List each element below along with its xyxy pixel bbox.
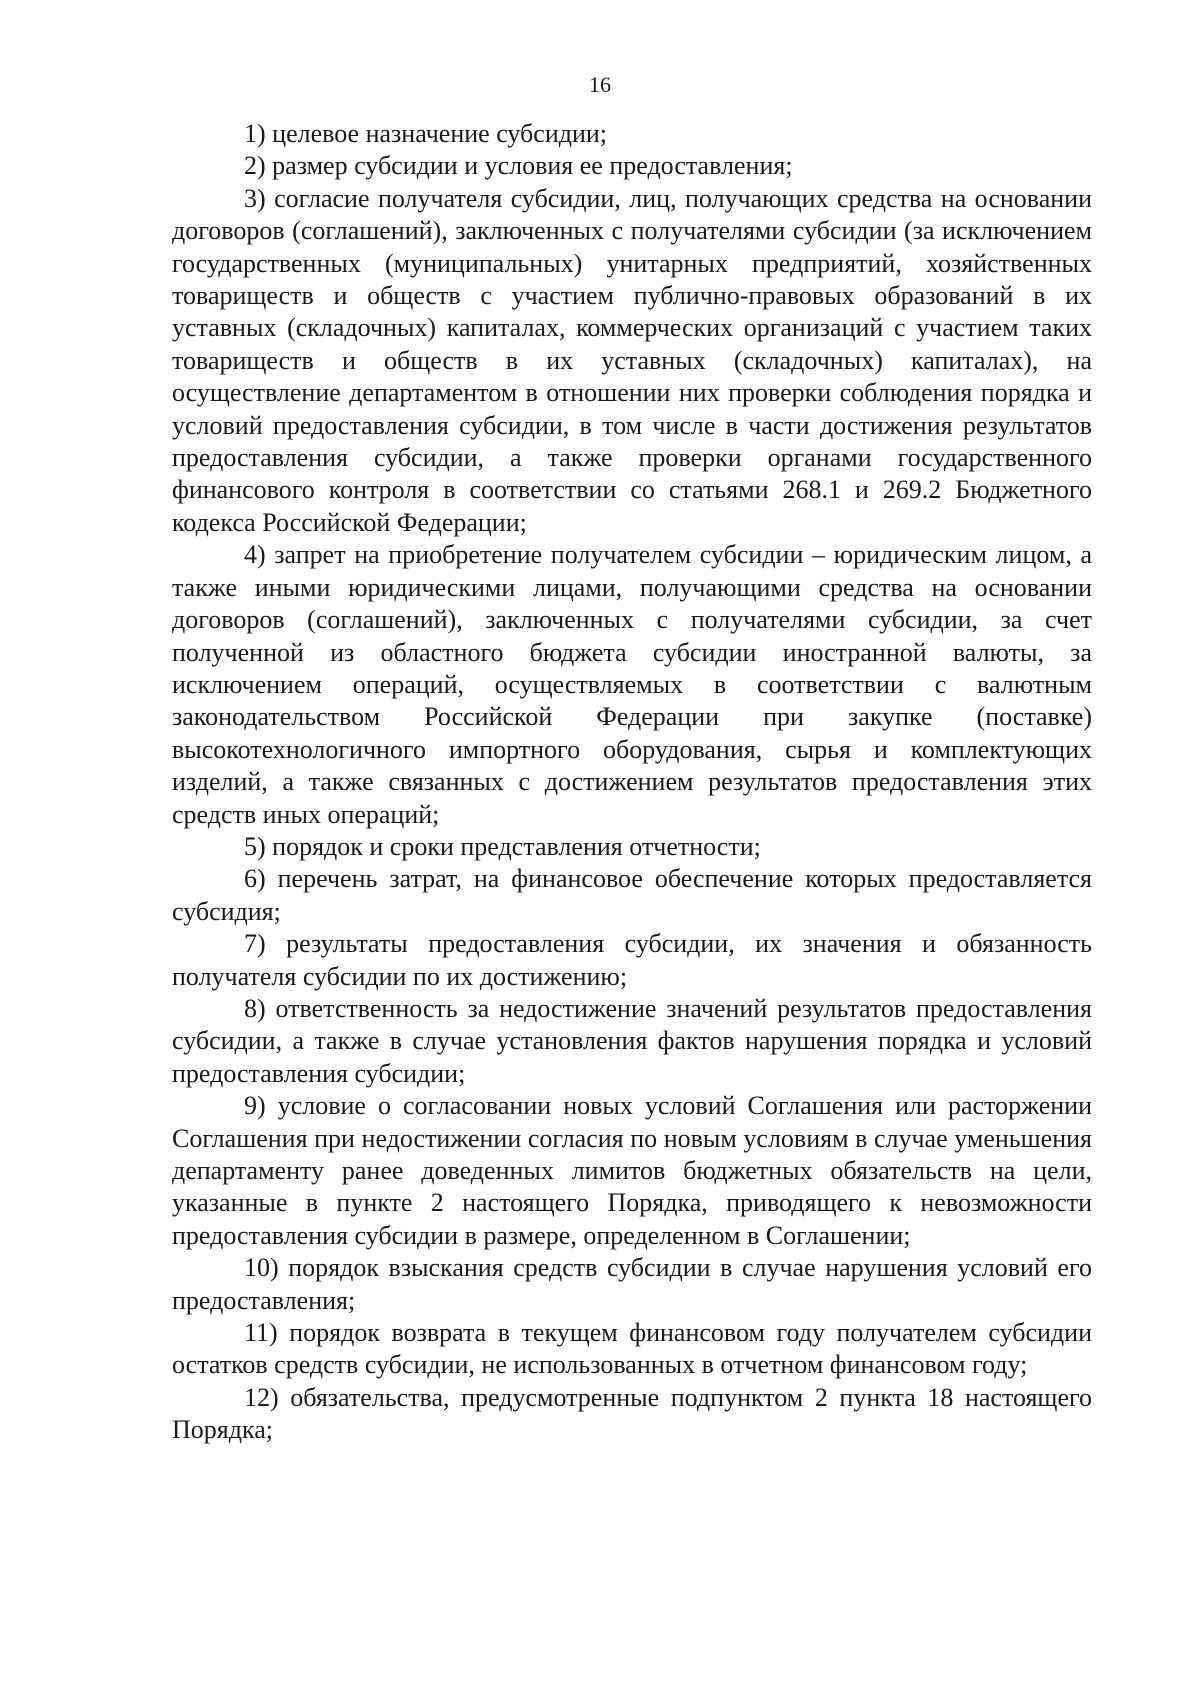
list-item-11: 11) порядок возврата в текущем финансовом году получателем субсидии остатков средств субсидии, не использованных в отчетном финансовом году; (172, 1318, 1092, 1380)
list-item-6: 6) перечень затрат, на финансовое обеспечение которых предоставляется субсидия; (172, 864, 1092, 926)
document-body (172, 118, 1092, 1447)
list-item-9: 9) условие о согласовании новых условий Соглашения или расторжении Соглашения при недостижении согласия по новым условиям в случае уменьшения департаменту ранее доведенных лимитов бюджетных обязательств на цели, указанные в пункте 2 настоящего Порядка, приводящего к невозможности предоставления субсидии в размере, определенном в Соглашении; (172, 1091, 1092, 1250)
list-item-1: 1) целевое назначение субсидии; (244, 119, 608, 148)
list-item-12: 12) обязательства, предусмотренные подпунктом 2 пункта 18 настоящего Порядка; (172, 1382, 1092, 1445)
list-item-5: 5) порядок и сроки представления отчетности; (244, 831, 761, 861)
page-number: 16 (589, 72, 611, 97)
list-item-2: 2) размер субсидии и условия ее предоставления; (244, 151, 793, 181)
list-item-3: 3) согласие получателя субсидии, лиц, получающих средства на основании договоров (соглашений), заключенных с получателями субсидии (за исключением государственных (муниципальных) унитарных предприятий, хозяйственных товариществ и обществ с участием публично-правовых образований в их уставных (складочных) капиталах, коммерческих организаций с участием таких товариществ и обществ в их уставных (складочных) капиталах), на осуществление департаментом в отношении них проверки соблюдения порядка и условий предоставления субсидии, в том числе в части достижения результатов предоставления субсидии, а также проверки органами государственного финансового контроля в соответствии со статьями 268.1 и 269.2 Бюджетного кодекса Российской Федерации; (172, 183, 1092, 537)
list-item-10: 10) порядок взыскания средств субсидии в случае нарушения условий его предоставления; (172, 1253, 1092, 1315)
list-item-8: 8) ответственность за недостижение значений результатов предоставления субсидии, а также в случае установления фактов нарушения порядка и условий предоставления субсидии; (172, 993, 1092, 1088)
list-item-7: 7) результаты предоставления субсидии, их значения и обязанность получателя субсидии по их достижению; (172, 929, 1092, 991)
list-item-4: 4) запрет на приобретение получателем субсидии – юридическим лицом, а также иными юридическими лицами, получающими средства на основании договоров (соглашений), заключенных с получателями субсидии, за счет полученной из областного бюджета субсидии иностранной валюты, за исключением операций, осуществляемых в соответствии с валютным законодательством Российской Федерации при закупке (поставке) высокотехнологичного импортного оборудования, сырья и комплектующих изделий, а также связанных с достижением результатов предоставления этих средств иных операций; (172, 540, 1092, 829)
